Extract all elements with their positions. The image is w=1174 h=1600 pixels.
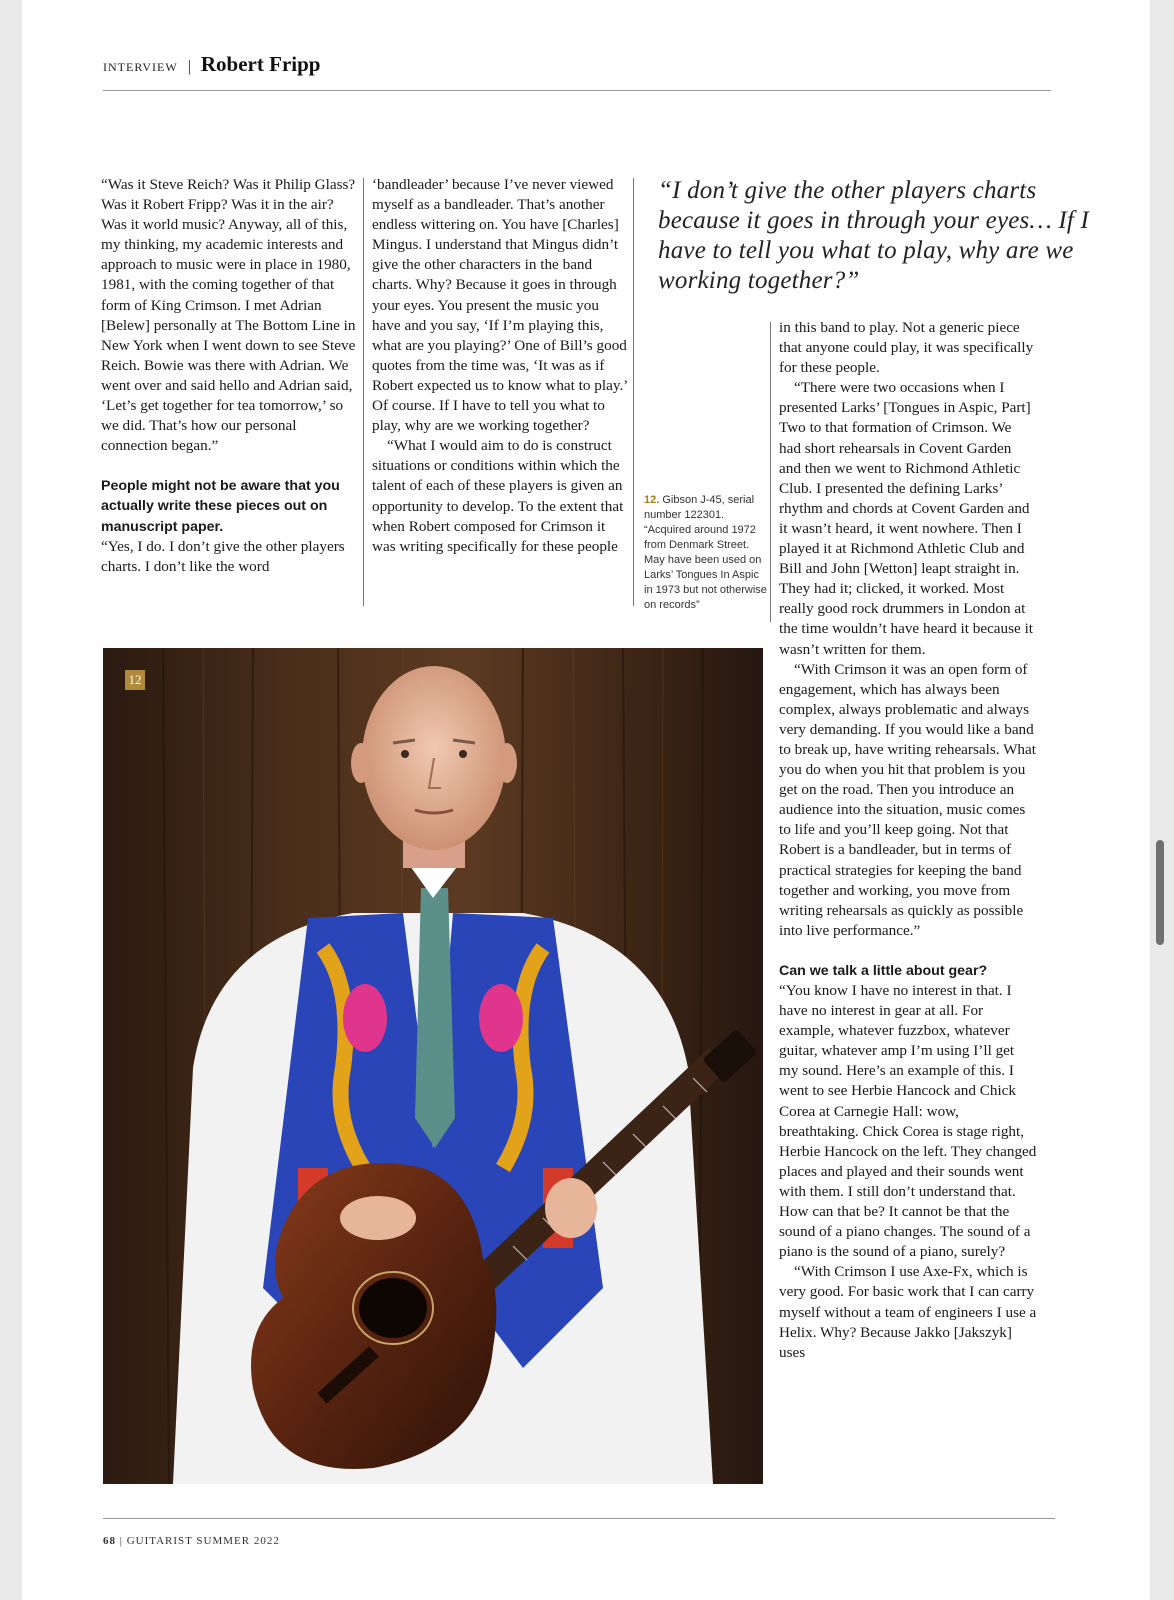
section-label: INTERVIEW — [103, 60, 178, 74]
paragraph: in this band to play. Not a generic piece that anyone could play, it was specifically for these people. — [779, 319, 1034, 377]
footer-rule — [103, 1518, 1055, 1519]
text-column-1 — [101, 175, 357, 577]
publication-name: GUITARIST SUMMER 2022 — [126, 1535, 280, 1547]
column-divider — [770, 322, 771, 622]
paragraph: “Was it Steve Reich? Was it Philip Glass? Was it Robert Fripp? Was it in the air? Was it world music? Anyway, all of this, my thinking, my academic interests and approach to music were in place in 1980, 1981, with the coming together of that form of King Crimson. I met Adrian [Belew] personally at The Bottom Line in New York when I went down to see Steve Reich. Bowie was there with Adrian. We went over and said hello and Adrian said, ‘Let’s get together for tea tomorrow,’ so we did. That’s how our personal connection began.” — [101, 176, 356, 455]
header-rule — [103, 90, 1051, 91]
vertical-scrollbar-thumb[interactable] — [1156, 840, 1164, 945]
paragraph: “Yes, I do. I don’t give the other players charts. I don’t like the word — [101, 537, 345, 575]
caption-number: 12. — [644, 494, 660, 506]
column-divider — [363, 178, 364, 606]
interview-question: Can we talk a little about gear? — [779, 962, 988, 979]
paragraph: ‘bandleader’ because I’ve never viewed myself as a bandleader. That’s another endless wittering on. You have [Charles] Mingus. I understand that Mingus didn’t give the other characters in the band charts. Why? Because it goes in through your eyes. You present the music you have and you say, ‘If I’m playing this, what are you playing?’ One of Bill’s good quotes from the time was, ‘It was as if Robert expected us to know what to play.’ Of course. If I have to tell you what to play, why are we working together? — [372, 176, 628, 435]
photo-caption — [644, 493, 768, 613]
text-column-2 — [372, 175, 628, 557]
page-number: 68 — [103, 1535, 116, 1547]
interview-question: People might not be aware that you actually write these pieces out on manuscript paper. — [101, 478, 340, 535]
caption-text: Gibson J-45, serial number 122301. “Acquired around 1972 from Denmark Street. May have been used on Larks’ Tongues In Aspic in 1973 but not otherwise on records” — [644, 494, 767, 611]
paragraph: “What I would aim to do is construct situations or conditions within which the talent of each of these players is given an opportunity to develop. To the extent that when Robert composed for Crimson it was writing specifically for these people — [372, 437, 624, 555]
footer-separator: | — [119, 1535, 123, 1547]
magazine-page — [22, 0, 1150, 1600]
text-column-3 — [779, 318, 1037, 1363]
running-footer — [103, 1535, 280, 1547]
column-divider — [633, 178, 634, 606]
photo-number-badge: 12 — [125, 670, 145, 690]
guitarist-portrait-image — [103, 648, 763, 1484]
interview-subject: Robert Fripp — [200, 52, 321, 76]
paragraph: “You know I have no interest in that. I have no interest in gear at all. For example, whatever fuzzbox, whatever guitar, whatever amp I’m using I’ll get my sound. Here’s an example of this. I went to see Herbie Hancock and Chick Corea at Carnegie Hall: wow, breathtaking. Chick Corea is stage right, Herbie Hancock on the left. They changed places and played and their sounds went with them. I still don’t understand that. How can that be? It cannot be that the sound of a piano changes. The sound of a piano is the sound of a piano, surely? — [779, 982, 1037, 1261]
paragraph: “With Crimson it was an open form of engagement, which has always been complex, always problematic and always very demanding. If you would like a band to break up, have writing rehearsals. What you do when you hit that problem is you get on the road. Then you introduce an audience into the situation, music comes to life and you’ll keep going. Not that Robert is a bandleader, but in terms of practical strategies for keeping the band together and working, you move from writing rehearsals as quickly as possible into live performance.” — [779, 660, 1036, 939]
portrait-photo — [103, 648, 763, 1484]
paragraph: “There were two occasions when I presented Larks’ [Tongues in Aspic, Part] Two to that formation of Crimson. We had short rehearsals in Covent Garden and then we went to Richmond Athletic Club. I presented the defining Larks’ rhythm and chords at Covent Garden and it wasn’t heard, it went nowhere. Then I played it at Richmond Athletic Club and Bill and John [Wetton] leapt straight in. They had it; clicked, it worked. Most really good rock drummers in London at the time wouldn’t have heard it because it wasn’t written for them. — [779, 379, 1034, 658]
running-header — [103, 52, 320, 77]
pull-quote: “I don’t give the other players charts because it goes in through your eyes… If I have to tell you what to play, why are we working together?” — [658, 177, 1089, 294]
paragraph: “With Crimson I use Axe-Fx, which is very good. For basic work that I can carry myself without a team of engineers I use a Helix. Why? Because Jakko [Jakszyk] uses — [779, 1263, 1037, 1361]
header-separator: | — [187, 58, 191, 75]
